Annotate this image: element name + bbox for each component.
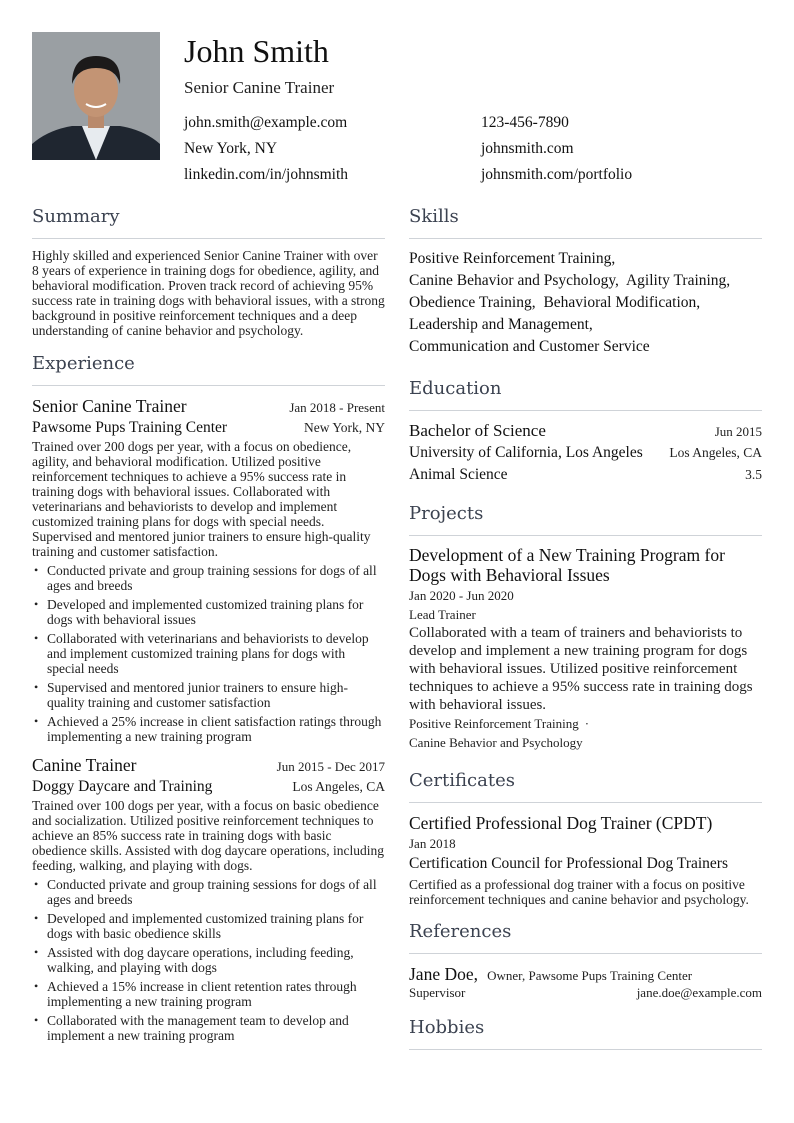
- education-school: University of California, Los Angeles: [409, 444, 643, 461]
- candidate-name: John Smith: [184, 33, 329, 69]
- list-item: • Supervised and mentored junior trainers to ensure high-quality training and customer satisfaction: [32, 680, 385, 710]
- skill-item: Obedience Training,: [409, 294, 536, 311]
- contact-linkedin[interactable]: linkedin.com/in/johnsmith: [184, 166, 349, 183]
- reference-entry: [409, 963, 762, 1001]
- references-heading: References: [409, 919, 762, 954]
- certificate-issuer: Certification Council for Professional Dog Trainers: [409, 855, 728, 872]
- job-dates: Jan 2018 - Present: [289, 400, 385, 415]
- project-entry: [409, 545, 762, 752]
- portrait-image: [32, 32, 160, 160]
- right-column: [409, 204, 762, 1059]
- reference-name: Jane Doe,: [409, 964, 479, 984]
- skill-item: Leadership and Management,: [409, 316, 593, 333]
- reference-relation: Supervisor: [409, 985, 466, 1000]
- hobbies-heading: Hobbies: [409, 1015, 762, 1050]
- list-item: • Achieved a 25% increase in client satisfaction ratings through implementing a new training program: [32, 714, 385, 744]
- experience-heading: Experience: [32, 351, 385, 386]
- job-description: Trained over 200 dogs per year, with a focus on obedience, agility, and behavioral modification. Utilized positive reinforcement techniques to achieve a 95% success rate in training dogs with behavioral issues. Collaborated with veterinarians and behaviorists to develop and implement customized training plans for dogs with special needs. Supervised and mentored junior trainers to ensure high-quality training and customer satisfaction.: [32, 439, 371, 559]
- certificate-entry: [409, 812, 762, 907]
- summary-heading: Summary: [32, 204, 385, 239]
- job-bullets: [32, 877, 385, 1043]
- skill-item: Behavioral Modification,: [543, 294, 701, 311]
- job-description: Trained over 100 dogs per year, with a focus on basic obedience and socialization. Utilized positive reinforcement techniques to achieve an 85% success rate in training dogs with basic obedience skills. Assisted with dog daycare operations, including feeding, walking, and playing with dogs.: [32, 798, 385, 873]
- contact-email[interactable]: john.smith@example.com: [184, 114, 348, 131]
- profile-photo: [32, 32, 160, 160]
- job-bullets: [32, 563, 385, 744]
- education-degree: Bachelor of Science: [409, 421, 546, 440]
- reference-position: Owner, Pawsome Pups Training Center: [487, 968, 693, 983]
- education-date: Jun 2015: [714, 424, 762, 439]
- job-entry: [32, 754, 385, 1043]
- education-gpa: 3.5: [745, 467, 762, 482]
- contact-website[interactable]: johnsmith.com: [481, 140, 574, 157]
- job-company: Doggy Daycare and Training: [32, 778, 213, 795]
- certificate-title: Certified Professional Dog Trainer (CPDT): [409, 813, 713, 833]
- education-entry: [409, 420, 762, 486]
- job-location: Los Angeles, CA: [292, 779, 385, 794]
- education-field: Animal Science: [409, 466, 508, 483]
- keyword-separator: ·: [584, 716, 590, 731]
- list-item: • Collaborated with the management team to develop and implement a new training program: [32, 1013, 385, 1043]
- skill-item: Canine Behavior and Psychology,: [409, 272, 619, 289]
- reference-email[interactable]: jane.doe@example.com: [636, 985, 762, 1000]
- skill-item: Agility Training,: [625, 272, 731, 289]
- skill-item: Positive Reinforcement Training,: [409, 250, 616, 267]
- job-dates: Jun 2015 - Dec 2017: [276, 759, 385, 774]
- certificates-heading: Certificates: [409, 768, 762, 803]
- project-keyword: Positive Reinforcement Training: [409, 716, 579, 731]
- job-location: New York, NY: [303, 420, 385, 435]
- projects-heading: Projects: [409, 501, 762, 536]
- skills-list: [409, 248, 762, 358]
- list-item: • Conducted private and group training sessions for dogs of all ages and breeds: [32, 563, 385, 593]
- project-title: Development of a New Training Program for Dogs with Behavioral Issues: [409, 545, 725, 585]
- project-role: Lead Trainer: [409, 607, 476, 622]
- project-dates: Jan 2020 - Jun 2020: [409, 588, 514, 603]
- job-company: Pawsome Pups Training Center: [32, 419, 228, 436]
- list-item: • Developed and implemented customized training plans for dogs with behavioral issues: [32, 597, 385, 627]
- education-location: Los Angeles, CA: [669, 445, 762, 460]
- list-item: • Assisted with dog daycare operations, including feeding, walking, and playing with dogs: [32, 945, 385, 975]
- job-title: Senior Canine Trainer: [32, 396, 187, 416]
- list-item: • Achieved a 15% increase in client retention rates through implementing a new training program: [32, 979, 385, 1009]
- left-column: [32, 204, 385, 1047]
- candidate-title: Senior Canine Trainer: [184, 78, 335, 97]
- certificate-date: Jan 2018: [409, 836, 456, 851]
- contact-location: New York, NY: [184, 140, 278, 157]
- list-item: • Collaborated with veterinarians and behaviorists to develop and implement customized training plans for dogs with special needs: [32, 631, 385, 676]
- summary-text: Highly skilled and experienced Senior Canine Trainer with over 8 years of experience in training dogs for obedience, agility, and behavioral modification. Proven track record of achieving 95% success rate in training dogs with behavioral issues, with a strong background in positive reinforcement techniques and a deep understanding of canine behavior and psychology.: [32, 248, 385, 338]
- education-heading: Education: [409, 376, 762, 411]
- contact-portfolio[interactable]: johnsmith.com/portfolio: [481, 166, 633, 183]
- project-description: Collaborated with a team of trainers and behaviorists to develop and implement a new training program for dogs with behavioral issues. Utilized positive reinforcement techniques to achieve a 95% success rate in training dogs with behavioral issues.: [409, 625, 753, 713]
- list-item: • Developed and implemented customized training plans for dogs with basic obedience skills: [32, 911, 385, 941]
- skills-heading: Skills: [409, 204, 762, 239]
- list-item: • Conducted private and group training sessions for dogs of all ages and breeds: [32, 877, 385, 907]
- job-title: Canine Trainer: [32, 755, 137, 775]
- project-keywords: [409, 714, 762, 752]
- project-keyword: Canine Behavior and Psychology: [409, 735, 583, 750]
- certificate-description: Certified as a professional dog trainer with a focus on positive reinforcement techniques and canine behavior and psychology.: [409, 877, 749, 907]
- skill-item: Communication and Customer Service: [409, 338, 650, 355]
- contact-phone[interactable]: 123-456-7890: [481, 114, 569, 131]
- job-entry: [32, 395, 385, 744]
